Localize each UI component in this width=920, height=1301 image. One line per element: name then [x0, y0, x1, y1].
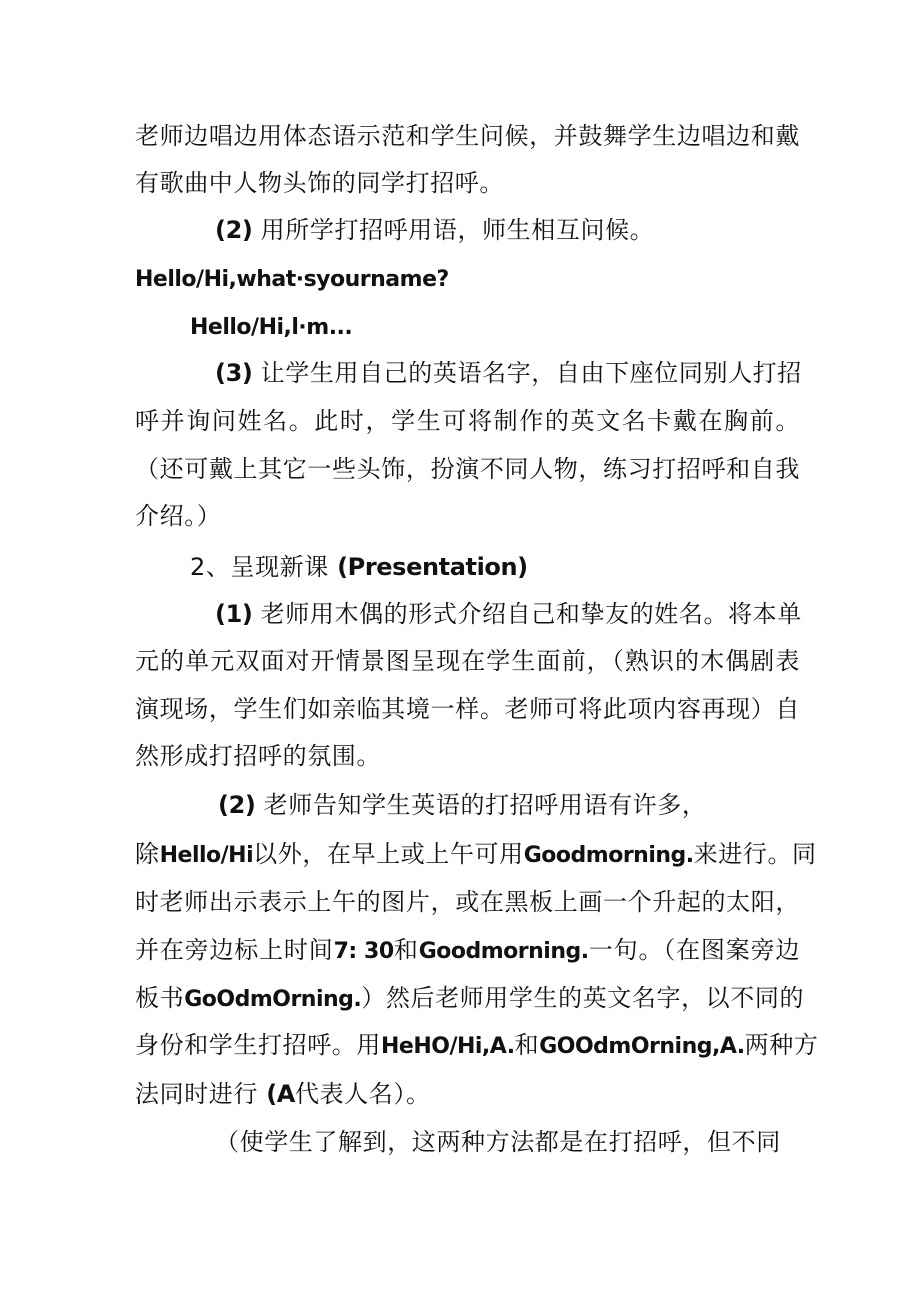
text-segment: 两种方 — [744, 1031, 819, 1059]
section-heading-text: 2、呈现新课 — [190, 553, 338, 581]
presentation-step-2-line — [218, 789, 800, 821]
step-number: (1) — [215, 600, 253, 628]
step-text: 让学生用自己的英语名字，自由下座位同别人打招 — [252, 359, 802, 387]
english-term: GoOdmOrning. — [184, 987, 362, 1012]
paragraph-line-12: 元的单元双面对开情景图呈现在学生面前，（熟识的木偶剧表 — [135, 647, 800, 675]
english-term: (A — [266, 1080, 295, 1108]
text-segment: 和 — [393, 936, 419, 964]
english-term: Goodmorning. — [418, 939, 589, 964]
step-2-line — [215, 214, 800, 246]
english-term: HeHO/Hi,A. — [381, 1034, 515, 1059]
step-text: 老师告知学生英语的打招呼用语有许多， — [255, 791, 707, 819]
step-number: (2) — [218, 791, 256, 819]
text-segment: 身份和学生打招呼。用 — [135, 1031, 381, 1059]
english-dialogue-line-2: Hello/Hi,l∙m... — [190, 315, 353, 340]
step-number: (3) — [215, 359, 253, 387]
paragraph-line-21 — [135, 1078, 800, 1110]
text-segment: 以外，在早上或上午可用 — [253, 840, 524, 868]
paragraph-line-8: （还可戴上其它一些头饰，扮演不同人物，练习打招呼和自我 — [135, 455, 800, 483]
section-heading-english: (Presentation) — [337, 553, 528, 581]
text-segment: 一句。（在图案旁边 — [588, 936, 800, 964]
step-number: (2) — [215, 216, 253, 244]
paragraph-line-14: 然形成打招呼的氛围。 — [135, 742, 381, 770]
paragraph-line-19 — [135, 982, 805, 1016]
step-text: 用所学打招呼用语，师生相互问候。 — [252, 216, 655, 244]
presentation-step-1-line — [215, 598, 800, 630]
time-value: 7: 30 — [333, 939, 394, 964]
step-3-line — [215, 357, 800, 389]
paragraph-line-7: 呼并询问姓名。此时，学生可将制作的英文名卡戴在胸前。 — [135, 407, 800, 435]
text-segment: 法同时进行 — [135, 1080, 267, 1108]
paragraph-line-9: 介绍。） — [135, 502, 222, 530]
text-segment: 除 — [135, 840, 160, 868]
paragraph-line-17: 时老师出示表示上午的图片，或在黑板上画一个升起的太阳， — [135, 888, 800, 916]
text-segment: 代表人名）。 — [294, 1080, 431, 1108]
section-heading-presentation — [190, 551, 800, 583]
paragraph-line-16 — [135, 838, 817, 872]
text-segment: 来进行。同 — [693, 840, 817, 868]
paragraph-line-20 — [135, 1029, 819, 1063]
english-term: Goodmorning. — [523, 843, 694, 868]
text-segment: 并在旁边标上时间 — [135, 936, 334, 964]
text-segment: ）然后老师用学生的英文名字，以不同的 — [361, 984, 805, 1012]
paragraph-line-22: （使学生了解到，这两种方法都是在打招呼，但不同 — [215, 1128, 781, 1156]
english-term: Hello/Hi — [159, 843, 254, 868]
step-text: 老师用木偶的形式介绍自己和挚友的姓名。将本单 — [252, 600, 802, 628]
paragraph-line-2: 有歌曲中人物头饰的同学打招呼。 — [135, 169, 504, 197]
paragraph-line-13: 演现场，学生们如亲临其境一样。老师可将此项内容再现）自 — [135, 695, 800, 723]
text-segment: 和 — [514, 1031, 540, 1059]
paragraph-line-1: 老师边唱边用体态语示范和学生问候，并鼓舞学生边唱边和戴 — [135, 122, 800, 150]
text-segment: 板书 — [135, 984, 185, 1012]
english-dialogue-line-1: Hello/Hi,what∙syourname? — [135, 267, 449, 292]
paragraph-line-18 — [135, 934, 800, 968]
english-term: GOOdmOrning,A. — [539, 1034, 745, 1059]
